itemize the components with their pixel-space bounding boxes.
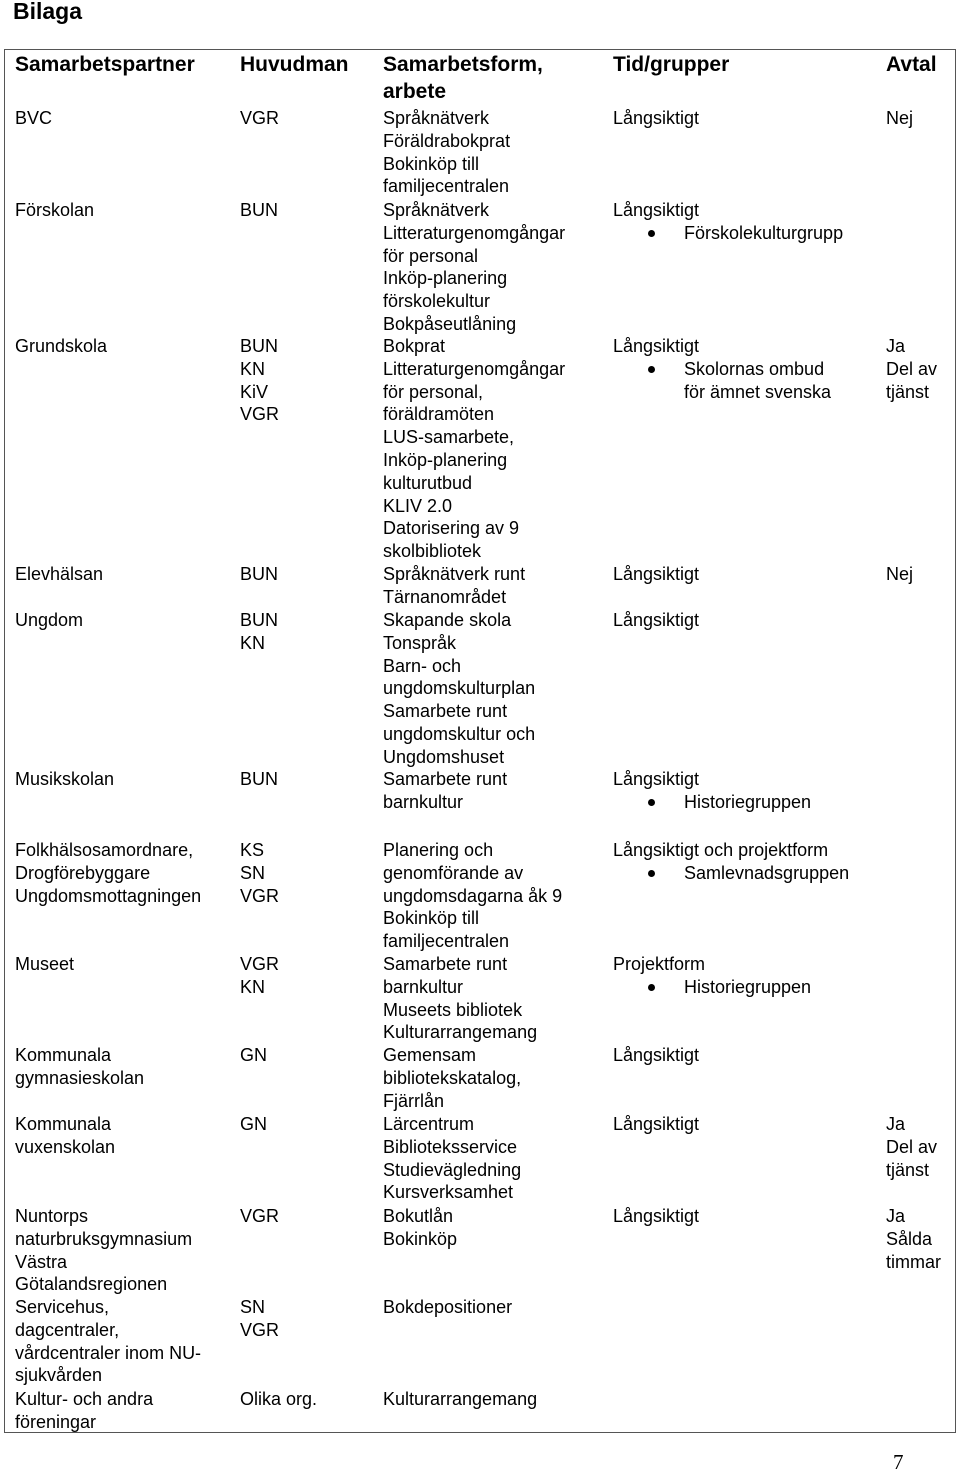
cell-line: Långsiktigt: [613, 1114, 700, 1134]
header-huvudman: Huvudman: [240, 53, 349, 76]
header-avtal: Avtal: [886, 53, 937, 76]
tid-cell: [613, 953, 811, 999]
cell-line: för personal: [383, 245, 479, 266]
cell-line: KiV: [240, 381, 269, 402]
cell-line: Inköp-planering: [383, 268, 508, 289]
cell-line: Långsiktigt: [613, 1045, 700, 1065]
cell-line: LUS-samarbete,: [383, 427, 515, 448]
tid-cell: [613, 199, 843, 245]
tid-cell: [613, 839, 849, 885]
header-form-line: arbete: [383, 79, 447, 103]
cell-line: Götalandsregionen: [15, 1274, 168, 1295]
cell-line: vårdcentraler inom NU-: [15, 1342, 202, 1363]
cell-line: Studievägledning: [383, 1159, 522, 1180]
form-cell: [383, 953, 537, 1044]
cell-line: Långsiktigt: [613, 200, 700, 220]
cell-line: familjecentralen: [383, 176, 510, 197]
cell-line: Bokprat: [383, 336, 446, 356]
form-cell: [383, 768, 507, 814]
cell-line: Grundskola: [15, 336, 108, 356]
cell-line: ungdomskulturplan: [383, 678, 536, 699]
cell-line: bibliotekskatalog,: [383, 1067, 522, 1088]
cell-line: Kursverksamhet: [383, 1182, 514, 1203]
cell-line: VGR: [240, 1319, 280, 1340]
partner-cell: [15, 953, 74, 976]
cell-line: Ja: [886, 1114, 906, 1134]
huvudman-cell: [240, 1113, 267, 1136]
cell-line: Långsiktigt och projektform: [613, 840, 829, 860]
cell-line: BUN: [240, 769, 279, 789]
partner-cell: [15, 199, 94, 222]
cell-line: Litteraturgenomgångar: [383, 358, 566, 379]
cell-line: Ungdomshuset: [383, 746, 505, 767]
cell-line: ungdomsdagarna åk 9: [383, 885, 563, 906]
cell-line: Del av: [886, 358, 938, 379]
partner-cell: [15, 839, 201, 907]
form-cell: [383, 1113, 521, 1204]
cell-line: Inköp-planering: [383, 449, 508, 470]
cell-line: Folkhälsosamordnare,: [15, 840, 194, 860]
partner-cell: [15, 1388, 153, 1434]
cell-line: Litteraturgenomgångar: [383, 222, 566, 243]
form-cell: [383, 1044, 521, 1112]
cell-line: Ungdom: [15, 610, 84, 630]
avtal-cell: [886, 1205, 941, 1273]
bullet-text: Förskolekulturgrupp: [684, 222, 844, 243]
cell-line: Lärcentrum: [383, 1114, 475, 1134]
cell-line: tjänst: [886, 381, 930, 402]
cell-line: föräldramöten: [383, 404, 495, 425]
group-bullet-item: [613, 358, 831, 404]
cell-line: Olika org.: [240, 1389, 318, 1409]
cell-line: KN: [240, 976, 266, 997]
form-cell: [383, 1296, 512, 1319]
cell-line: BUN: [240, 336, 279, 356]
cell-line: Kommunala: [15, 1045, 112, 1065]
cell-line: genomförande av: [383, 862, 524, 883]
cell-line: kulturutbud: [383, 472, 473, 493]
huvudman-cell: [240, 768, 278, 791]
cell-line: Nuntorps: [15, 1206, 89, 1226]
cell-line: Tärnanområdet: [383, 586, 507, 607]
page-title: Bilaga: [13, 0, 83, 24]
cell-line: Drogförebyggare: [15, 862, 151, 883]
cell-line: Kultur- och andra: [15, 1389, 154, 1409]
cell-line: BVC: [15, 108, 53, 128]
cell-line: KLIV 2.0: [383, 495, 453, 516]
cell-line: vuxenskolan: [15, 1136, 116, 1157]
cell-line: Språknätverk: [383, 108, 490, 128]
cell-line: Gemensam: [383, 1045, 477, 1065]
cell-line: Sålda: [886, 1228, 933, 1249]
group-bullet-item: [613, 976, 811, 999]
cell-line: Långsiktigt: [613, 1206, 700, 1226]
partner-cell: [15, 1113, 115, 1159]
avtal-cell: [886, 107, 913, 130]
cell-line: Datorisering av 9: [383, 518, 520, 539]
cell-line: Samarbete runt: [383, 954, 508, 974]
cell-line: Språknätverk: [383, 200, 490, 220]
cell-line: KN: [240, 358, 266, 379]
cell-line: Servicehus,: [15, 1297, 110, 1317]
form-cell: [383, 1388, 537, 1411]
page-number: 7: [893, 1450, 904, 1474]
form-cell: [383, 107, 510, 198]
cell-line: naturbruksgymnasium: [15, 1228, 193, 1249]
cell-line: Museets bibliotek: [383, 999, 523, 1020]
bullet-text: Skolornas ombud: [684, 358, 825, 379]
cell-line: VGR: [240, 885, 280, 906]
huvudman-cell: [240, 1044, 267, 1067]
cell-line: BUN: [240, 564, 279, 584]
cell-line: VGR: [240, 108, 280, 128]
cell-line: familjecentralen: [383, 931, 510, 952]
bullet-text: Samlevnadsgruppen: [684, 862, 850, 883]
partner-cell: [15, 1044, 144, 1090]
cell-line: Fjärrlån: [383, 1090, 445, 1111]
cell-line: föreningar: [15, 1411, 97, 1432]
cell-line: Nej: [886, 564, 914, 584]
cell-line: förskolekultur: [383, 291, 491, 312]
cell-line: Långsiktigt: [613, 564, 700, 584]
cell-line: Ja: [886, 336, 906, 356]
form-cell: [383, 609, 535, 769]
cell-line: SN: [240, 862, 266, 883]
cell-line: Långsiktigt: [613, 769, 700, 789]
cell-line: ungdomskultur och: [383, 723, 536, 744]
tid-cell: [613, 1113, 699, 1136]
cell-line: GN: [240, 1114, 267, 1134]
huvudman-cell: [240, 563, 278, 586]
cell-line: dagcentraler,: [15, 1319, 120, 1340]
cell-line: Samarbete runt: [383, 701, 508, 722]
cell-line: Bokutlån: [383, 1206, 454, 1226]
cell-line: Långsiktigt: [613, 108, 700, 128]
cell-line: barnkultur: [383, 791, 464, 812]
group-bullet-item: [613, 862, 849, 885]
form-cell: [383, 335, 565, 563]
avtal-cell: [886, 335, 937, 403]
cell-line: timmar: [886, 1251, 941, 1272]
bullet-text: Historiegruppen: [684, 791, 812, 812]
cell-line: Kommunala: [15, 1114, 112, 1134]
cell-line: Bokdepositioner: [383, 1297, 513, 1317]
tid-cell: [613, 768, 811, 814]
form-cell: [383, 199, 565, 336]
partner-cell: [15, 768, 114, 791]
huvudman-cell: [240, 953, 279, 999]
partner-cell: [15, 563, 103, 586]
cell-line: Bokinköp till: [383, 908, 480, 929]
tid-cell: [613, 1044, 699, 1067]
huvudman-cell: [240, 199, 278, 222]
cell-line: Långsiktigt: [613, 610, 700, 630]
cell-line: Föräldrabokprat: [383, 130, 511, 151]
cell-line: Museet: [15, 954, 75, 974]
cell-line: KS: [240, 840, 265, 860]
cell-line: BUN: [240, 610, 279, 630]
cell-line: Tonspråk: [383, 632, 457, 653]
cell-line: tjänst: [886, 1159, 930, 1180]
cell-line: VGR: [240, 404, 280, 425]
cell-line: Planering och: [383, 840, 494, 860]
cell-line: Projektform: [613, 954, 706, 974]
header-form: [383, 52, 543, 105]
cell-line: Språknätverk runt: [383, 564, 526, 584]
cell-line: Biblioteksservice: [383, 1136, 518, 1157]
huvudman-cell: [240, 1205, 279, 1228]
form-cell: [383, 839, 562, 953]
cell-line: Bokinköp: [383, 1228, 458, 1249]
cell-line: KN: [240, 632, 266, 653]
cell-line: Elevhälsan: [15, 564, 104, 584]
cell-line: Ungdomsmottagningen: [15, 885, 202, 906]
cell-line: VGR: [240, 954, 280, 974]
cell-line: BUN: [240, 200, 279, 220]
huvudman-cell: [240, 609, 278, 655]
cell-line: Nej: [886, 108, 914, 128]
cell-line: Del av: [886, 1136, 938, 1157]
form-cell: [383, 563, 525, 609]
partner-cell: [15, 609, 83, 632]
partner-cell: [15, 1296, 201, 1387]
cell-line: VGR: [240, 1206, 280, 1226]
huvudman-cell: [240, 839, 279, 907]
tid-cell: [613, 609, 699, 632]
tid-cell: [613, 107, 699, 130]
cell-line: Samarbete runt: [383, 769, 508, 789]
header-tid: Tid/grupper: [613, 53, 730, 76]
cell-line: gymnasieskolan: [15, 1067, 145, 1088]
huvudman-cell: [240, 335, 279, 426]
huvudman-cell: [240, 1388, 317, 1411]
cell-line: Bokinköp till: [383, 153, 480, 174]
header-partner: Samarbetspartner: [15, 53, 195, 76]
avtal-cell: [886, 1113, 937, 1181]
cell-line: GN: [240, 1045, 267, 1065]
group-bullet-item: [613, 791, 811, 814]
cell-line: SN: [240, 1297, 266, 1317]
group-bullet-item: [613, 222, 843, 245]
cell-line: Barn- och: [383, 655, 462, 676]
partner-cell: [15, 335, 107, 358]
tid-cell: [613, 1205, 699, 1228]
cell-line: Skapande skola: [383, 610, 512, 630]
tid-cell: [613, 335, 831, 403]
cell-line: för personal,: [383, 381, 484, 402]
cell-line: Kulturarrangemang: [383, 1022, 538, 1043]
cell-line: barnkultur: [383, 976, 464, 997]
bullet-text: Historiegruppen: [684, 976, 812, 997]
partner-cell: [15, 107, 52, 130]
cell-line: sjukvården: [15, 1365, 103, 1386]
huvudman-cell: [240, 1296, 279, 1342]
cell-line: Musikskolan: [15, 769, 115, 789]
cell-line: Bokpåseutlåning: [383, 313, 517, 334]
cell-line: Förskolan: [15, 200, 95, 220]
tid-cell: [613, 563, 699, 586]
cell-line: Kulturarrangemang: [383, 1389, 538, 1409]
cell-line: skolbibliotek: [383, 541, 482, 562]
bullet-text: för ämnet svenska: [684, 381, 832, 402]
cell-line: Västra: [15, 1251, 68, 1272]
cell-line: Ja: [886, 1206, 906, 1226]
partner-cell: [15, 1205, 192, 1296]
huvudman-cell: [240, 107, 279, 130]
cell-line: Långsiktigt: [613, 336, 700, 356]
form-cell: [383, 1205, 457, 1251]
header-form-line: Samarbetsform,: [383, 53, 543, 76]
avtal-cell: [886, 563, 913, 586]
